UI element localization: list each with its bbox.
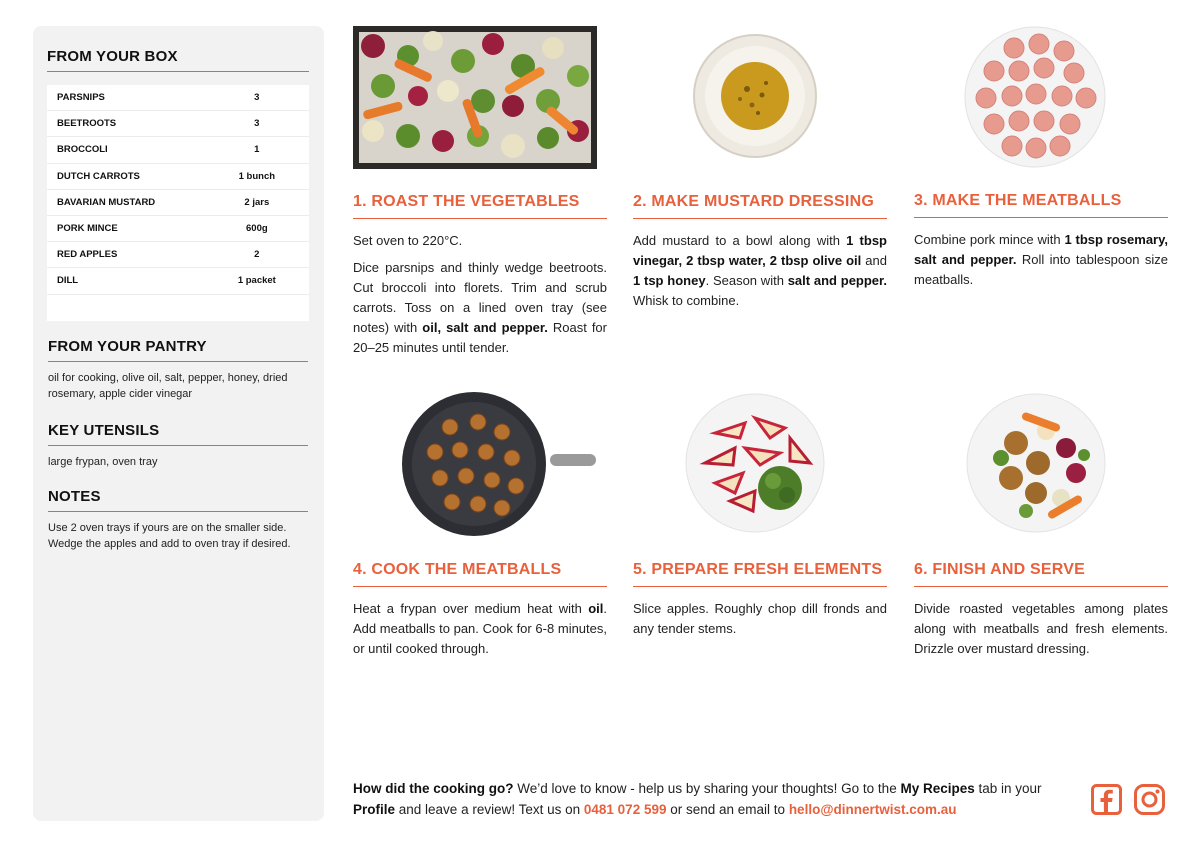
text-segment: . Season with [705,273,788,288]
step-2 [633,193,887,318]
step-body [633,599,887,639]
ingredient-name: BROCCOLI [57,144,108,156]
step-title: 5. PREPARE FRESH ELEMENTS [633,561,887,587]
feedback-question: How did the cooking go? [353,781,514,796]
text-segment: Slice apples. Roughly chop dill fronds and any tender stems. [633,601,887,636]
ingredient-name: DILL [57,275,79,287]
step-body [353,599,607,659]
footer-text: and leave a review! Text us on [395,802,584,817]
text-segment: Roll into tablespoon size meatballs. [914,252,1168,287]
feedback-footer [353,778,1073,820]
ingredient-qty: 2 jars [244,196,270,208]
text-segment: Roast for 20–25 minutes until tender. [353,320,607,355]
notes-text: Use 2 oven trays if yours are on the smaller side. Wedge the apples and add to oven tray if desired. [48,522,291,550]
pantry-title: FROM YOUR PANTRY [48,338,308,362]
ingredients-sidebar [33,26,324,821]
step-body [914,599,1168,659]
finished-dish-image [966,393,1106,533]
utensils-title: KEY UTENSILS [48,422,308,446]
ingredient-name: DUTCH CARROTS [57,170,140,182]
ingredient-name: RED APPLES [57,249,118,261]
ingredient-qty: 1 [254,144,260,156]
step-6 [914,561,1168,666]
bold-ingredient: salt and pepper. [787,273,887,288]
ingredient-name: PARSNIPS [57,92,105,104]
step-paragraph [633,599,887,639]
box-section-title: FROM YOUR BOX [47,48,309,72]
facebook-icon[interactable] [1091,784,1122,815]
step-body [633,231,887,311]
ingredient-qty: 3 [254,118,260,130]
step-title: 1. ROAST THE VEGETABLES [353,193,607,219]
profile-link[interactable]: Profile [353,802,396,817]
bold-ingredient: oil [588,601,604,616]
box-ingredients-table [47,85,309,321]
roast-vegetables-image [353,26,597,169]
step-paragraph: Set oven to 220°C. [353,233,463,248]
step-body [914,230,1168,290]
phone-link[interactable]: 0481 072 599 [583,802,667,817]
step-3 [914,192,1168,297]
text-segment: Add mustard to a bowl along with [633,233,847,248]
text-segment: and [861,253,887,268]
footer-text: tab in your [974,781,1042,796]
ingredient-qty: 2 [254,249,260,261]
step-paragraph [633,231,887,311]
notes-title: NOTES [48,488,308,512]
bold-ingredient: 1 tsp honey [633,273,706,288]
text-segment: Combine pork mince with [914,232,1065,247]
ingredient-qty: 3 [254,92,260,104]
step-title: 3. MAKE THE MEATBALLS [914,192,1168,218]
apples-dill-image [685,393,825,533]
bold-ingredient: 1 tbsp rosemary, salt and pepper. [914,232,1168,267]
footer-text: We’d love to know - help us by sharing your thoughts! Go to the [513,781,901,796]
notes-section [48,488,308,552]
ingredient-qty: 600g [246,223,268,235]
step-title: 6. FINISH AND SERVE [914,561,1168,587]
ingredient-qty: 1 packet [237,275,276,287]
table-row [47,111,309,137]
bold-ingredient: oil, salt and pepper. [422,320,548,335]
ingredient-name: BAVARIAN MUSTARD [57,196,156,208]
meatballs-plate-image [964,26,1106,168]
step-paragraph [914,599,1168,659]
step-5 [633,561,887,646]
text-segment: Heat a frypan over medium heat with [353,601,589,616]
table-row [47,242,309,268]
step-paragraph [353,599,607,659]
utensils-section [48,422,308,470]
pantry-section [48,338,308,402]
text-segment: . Add meatballs to pan. Cook for 6-8 minutes, or until cooked through. [353,601,607,656]
table-row [47,216,309,242]
table-row [47,190,309,216]
text-segment: Divide roasted vegetables among plates along with meatballs and fresh elements. Drizzle over mustard dressing. [914,601,1168,656]
text-segment: Whisk to combine. [633,293,740,308]
email-link[interactable]: hello@dinnertwist.com.au [788,802,957,817]
table-row [47,85,309,111]
my-recipes-link[interactable]: My Recipes [900,781,975,796]
text-segment: Dice parsnips and thinly wedge beetroots. Cut broccoli into florets. Trim and scrub carrots. Toss on a lined oven tray (see notes) with [353,260,607,335]
step-1 [353,193,607,365]
frypan-meatballs-image [390,392,600,536]
instagram-icon[interactable] [1134,784,1165,815]
ingredient-qty: 1 bunch [238,170,276,182]
step-paragraph [353,258,607,358]
table-row [47,164,309,190]
pantry-text: oil for cooking, olive oil, salt, pepper, honey, dried rosemary, apple cider vinegar [48,372,288,400]
step-title: 4. COOK THE MEATBALLS [353,561,607,587]
table-row [47,137,309,163]
utensils-text: large frypan, oven tray [48,456,158,468]
step-body [353,231,607,358]
mustard-dressing-image [692,33,818,159]
table-row [47,268,309,294]
footer-text: or send an email to [666,802,789,817]
step-title: 2. MAKE MUSTARD DRESSING [633,193,887,219]
bold-ingredient: 1 tbsp vinegar, 2 tbsp water, 2 tbsp olive oil [633,233,887,268]
ingredient-name: BEETROOTS [57,118,117,130]
step-paragraph [914,230,1168,290]
step-4 [353,561,607,666]
ingredient-name: PORK MINCE [57,223,118,235]
